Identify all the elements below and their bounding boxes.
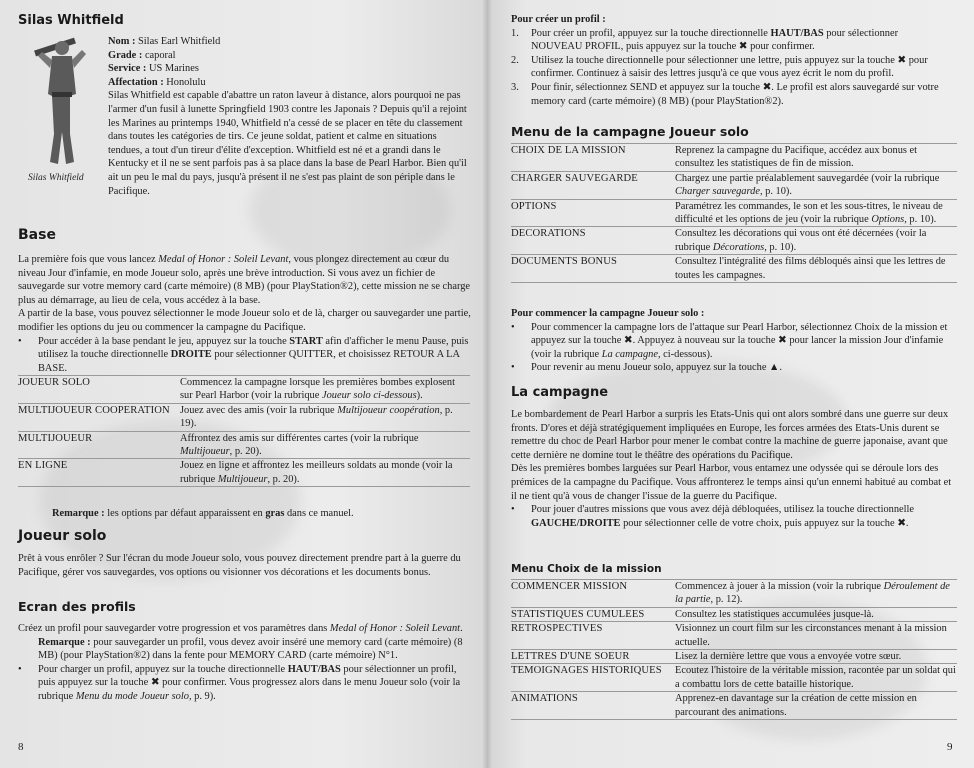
field-value: Honolulu — [163, 76, 206, 88]
option-desc: Consultez les décorations qui vous ont été décernées (voir la rubrique Décorations, p. 10). — [675, 227, 957, 255]
option-key: OPTIONS — [511, 199, 675, 227]
option-key: CHARGER SAUVEGARDE — [511, 171, 675, 199]
profils-remarque: Remarque : pour sauvegarder un profil, vous devez avoir inséré une memory card (carte mémoire) (8 MB) (pour PlayStation®2) dans la fente pour MEMORY CARD (carte mémoire) N°1. — [38, 636, 463, 662]
base-section — [18, 253, 473, 375]
commencer-section — [511, 307, 957, 375]
campagne-heading: La campagne — [511, 385, 609, 400]
character-field — [108, 35, 470, 49]
option-desc: Commencez à jouer à la mission (voir la rubrique Déroulement de la partie, p. 12). — [675, 580, 957, 608]
option-desc: Lisez la dernière lettre que vous a envoyée votre sœur. — [675, 650, 957, 664]
table-row — [511, 580, 957, 608]
menu-campagne-table — [511, 143, 957, 283]
option-key: STATISTIQUES CUMULEES — [511, 607, 675, 621]
table-row — [511, 622, 957, 650]
step-item: 1. Pour créer un profil, appuyez sur la touche directionnelle HAUT/BAS pour sélectionner NOUVEAU PROFIL, puis appuyez sur la touche ✖ pour confirmer. — [511, 27, 899, 53]
table-row — [511, 650, 957, 664]
table-row — [511, 664, 957, 692]
mission-menu-heading: Menu Choix de la mission — [511, 563, 662, 575]
character-field — [108, 49, 470, 63]
field-label: Affectation : — [108, 76, 164, 88]
profils-heading: Ecran des profils — [18, 599, 136, 614]
option-key: DOCUMENTS BONUS — [511, 255, 675, 283]
commencer-title: Pour commencer la campagne Joueur solo : — [511, 308, 705, 319]
menu-campagne-heading: Menu de la campagne Joueur solo — [511, 124, 749, 139]
table-row — [18, 403, 470, 431]
option-desc: Commencez la campagne lorsque les premières bombes explosent sur Pearl Harbor (voir la rubrique Joueur solo ci-dessous). — [180, 376, 470, 404]
character-field — [108, 62, 470, 76]
campagne-section — [511, 408, 957, 530]
option-key: MULTIJOUEUR — [18, 431, 180, 459]
profils-paragraph: Créez un profil pour sauvegarder votre progression et vos paramètres dans Medal of Honor : Soleil Levant. — [18, 623, 463, 634]
table-row — [511, 255, 957, 283]
field-label: Nom : — [108, 36, 136, 47]
option-desc: Chargez une partie préalablement sauvegardée (voir la rubrique Charger sauvegarde, p. 10). — [675, 171, 957, 199]
campagne-bullet: • Pour jouer d'autres missions que vous avez déjà débloquées, utilisez la touche directionnelle GAUCHE/DROITE pour sélectionner celle de votre choix, puis appuyez sur la touche ✖. — [511, 503, 957, 530]
character-field — [108, 76, 470, 90]
option-key: RETROSPECTIVES — [511, 622, 675, 650]
option-desc: Visionnez un court film sur les circonstances menant à la mission actuelle. — [675, 622, 957, 650]
option-key: CHOIX DE LA MISSION — [511, 144, 675, 172]
field-value: US Marines — [146, 63, 199, 75]
base-paragraph-1: La première fois que vous lancez Medal of Honor : Soleil Levant, vous plongez directement au cœur du niveau Jour d'infamie, en mode Joueur solo, après une brève introduction. Si vous avez un fichier de sauvegarde sur votre memory card (carte mémoire) (8 MB) (pour PlayStation®2), cette mission ne se charge plus au démarrage, au lieu de cela, vous accédez à la base. — [18, 254, 471, 306]
character-info — [108, 35, 470, 198]
option-desc: Reprenez la campagne du Pacifique, accédez aux bonus et consultez les statistiques de fin de mission. — [675, 144, 957, 172]
base-options-table — [18, 375, 470, 487]
base-bullet: • Pour accéder à la base pendant le jeu, appuyez sur la touche START afin d'afficher le menu Pause, puis utilisez la touche directionnelle DROITE pour sélectionner QUITTER, et choisissez RETOUR A LA BASE. — [18, 335, 473, 376]
option-desc: Ecoutez l'histoire de la véritable mission, racontée par un soldat qui a combattu lors de cette bataille historique. — [675, 665, 956, 690]
joueur-solo-paragraph: Prêt à vous enrôler ? Sur l'écran du mode Joueur solo, vous pouvez directement prendre part à la guerre du Pacifique, gérer vos sauvegardes, vos options ou visionner vos décorations et les documents bonus. — [18, 553, 461, 578]
option-key: COMMENCER MISSION — [511, 580, 675, 608]
campagne-paragraph-1: Le bombardement de Pearl Harbor a surpris les Etats-Unis qui ont alors sombré dans une guerre sur deux fronts. D'ores et déjà stratégiquement impliquées en Europe, les forces armées des Etats-Unis durent se remettre du choc de Pearl Harbor pour mener le combat contre la machine de guerre japonaise, avant que cette dernière ne domine tout le théâtre des opérations du Pacifique. — [511, 409, 949, 461]
right-page — [487, 0, 974, 768]
soldier-portrait-image — [30, 34, 94, 168]
page-number: 9 — [947, 741, 953, 753]
character-heading: Silas Whitfield — [18, 13, 124, 28]
profils-section — [18, 622, 473, 704]
table-row — [511, 607, 957, 621]
table-row — [18, 459, 470, 487]
option-desc: Jouez en ligne et affrontez les meilleurs soldats au monde (voir la rubrique Multijoueur, p. 20). — [180, 459, 470, 487]
field-label: Service : — [108, 63, 147, 75]
option-key: JOUEUR SOLO — [18, 376, 180, 404]
book-gutter — [482, 0, 492, 768]
profils-bullet: • Pour charger un profil, appuyez sur la touche directionnelle HAUT/BAS pour sélectionner un profil, puis appuyez sur la touche ✖ pour confirmer. Vous progressez alors dans le menu Joueur solo (voir la rubrique Menu du mode Joueur solo, p. 9). — [18, 663, 473, 704]
option-key: EN LIGNE — [18, 459, 180, 487]
step-item: 2. Utilisez la touche directionnelle pour sélectionner une lettre, puis appuyez sur la touche ✖ pour confirmer. Continuez à saisir des lettres jusqu'à ce que vous ayez écrit le nom du profil. — [511, 54, 928, 80]
option-desc: Consultez l'intégralité des films débloqués ainsi que les lettres de toutes les campagnes. — [675, 255, 957, 283]
field-label: Grade : — [108, 49, 143, 61]
table-row — [511, 199, 957, 227]
campagne-paragraph-2: Dès les premières bombes larguées sur Pearl Harbor, vous entamez une odyssée qui se déroule lors des prémices de la campagne du Pacifique. Vous affronterez le temps ainsi qu'un ennemi habitué au combat et il ne tient qu'à vous de changer l'issue de la guerre du Pacifique. — [511, 463, 952, 502]
remarque-note: Remarque : les options par défaut apparaissent en gras dans ce manuel. — [52, 508, 354, 519]
table-row — [18, 431, 470, 459]
table-row — [511, 144, 957, 172]
field-value: Silas Earl Whitfield — [135, 36, 221, 47]
table-row — [511, 171, 957, 199]
page-number: 8 — [18, 741, 24, 753]
creer-profil-section — [511, 13, 951, 108]
creer-profil-title: Pour créer un profil : — [511, 14, 606, 25]
commencer-bullet: • Pour commencer la campagne lors de l'attaque sur Pearl Harbor, sélectionnez Choix de la mission et appuyez sur la touche ✖. Appuyez à nouveau sur la touche ✖ pour lancer la mission Jour d'infamie (voir la rubrique La campagne, ci-dessous). — [511, 321, 957, 362]
option-key: LETTRES D'UNE SOEUR — [511, 650, 675, 664]
option-desc: Apprenez-en davantage sur la création de cette mission en parcourant des animations. — [675, 692, 957, 720]
portrait-caption: Silas Whitfield — [28, 173, 84, 183]
option-key: MULTIJOUEUR COOPERATION — [18, 403, 180, 431]
mission-menu-table — [511, 579, 957, 720]
option-key: TEMOIGNAGES HISTORIQUES — [511, 664, 675, 692]
table-row — [511, 692, 957, 720]
step-item: 3. Pour finir, sélectionnez SEND et appuyez sur la touche ✖. Le profil est alors sauvegardé sur votre memory card (carte mémoire) (8 MB) (pour PlayStation®2). — [511, 81, 939, 107]
option-desc: Affrontez des amis sur différentes cartes (voir la rubrique Multijoueur, p. 20). — [180, 431, 470, 459]
field-value: caporal — [142, 49, 176, 61]
base-heading: Base — [18, 227, 56, 243]
table-row — [18, 376, 470, 404]
option-desc: Consultez les statistiques accumulées jusque-là. — [675, 607, 957, 621]
joueur-solo-heading: Joueur solo — [18, 528, 107, 544]
base-paragraph-2: A partir de la base, vous pouvez sélectionner le mode Joueur solo et de là, charger ou sauvegarder une partie, modifier les options du jeu ou commencer la campagne du Pacifique. — [18, 308, 471, 333]
option-key: ANIMATIONS — [511, 692, 675, 720]
commencer-bullet: • Pour revenir au menu Joueur solo, appuyez sur la touche ▲. — [511, 361, 957, 375]
character-bio: Silas Whitfield est capable d'abattre un raton laveur à distance, alors pourquoi ne pas l'armer d'un fusil à lunette Springfield 1903 contre les Japonais ? Depuis qu'il a rejoint les Marines au printemps 1940, Whitfield n'a cessé de se placer en tête du classement dans toutes les catégories de tirs. Ce jeune soldat, patient et calme en situations tendues, a tout d'un tireur d'élite d'exception. Whitfield est né et a grandi dans le Kentucky et il ne se sent parfois pas à sa place dans la base de Pearl Harbor. Bien qu'il ait un peu le mal du pays, jusqu'à présent il ne s'est pas plaint de son périple dans le Pacifique. — [108, 90, 467, 197]
option-key: DECORATIONS — [511, 227, 675, 255]
option-desc: Paramétrez les commandes, le son et les sous-titres, le niveau de difficulté et les options de jeu (voir la rubrique Options, p. 10). — [675, 199, 957, 227]
table-row — [511, 227, 957, 255]
option-desc: Jouez avec des amis (voir la rubrique Multijoueur coopération, p. 19). — [180, 403, 470, 431]
